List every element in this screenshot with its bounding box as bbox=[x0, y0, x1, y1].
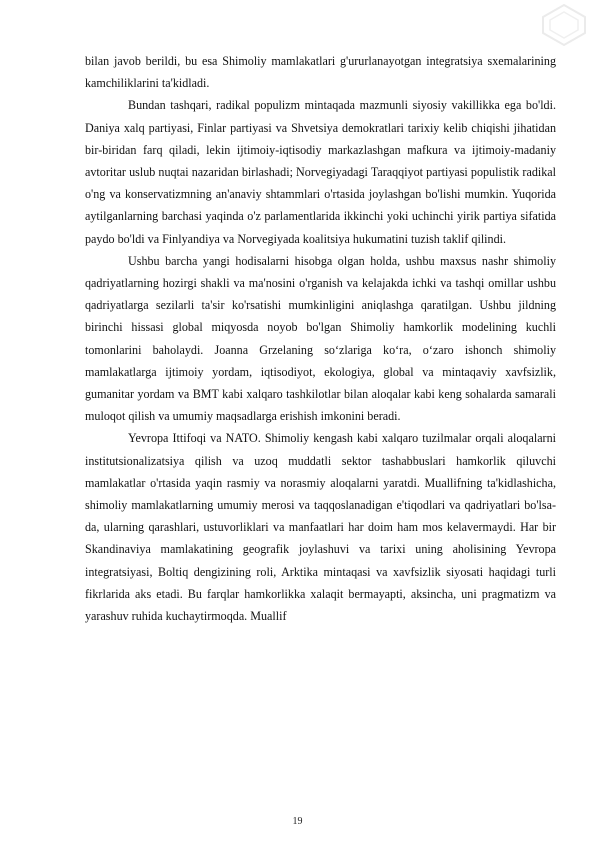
paragraph-2: Bundan tashqari, radikal populizm mintaqada mazmunli siyosiy vakillikka ega bo'ldi. Daniya xalq partiyasi, Finlar partiyasi va Shvetsiya demokratlari tarixiy kelib chiqishi jihatidan bir-biridan farq qiladi, lekin ijtimoiy-iqtisodiy markazlashgan mafkura va ijtimoiy-madaniy avtoritar uslub nuqtai nazaridan birlashadi; Norvegiyadagi Taraqqiyot partiyasi populistik radikal o'ng va konservatizmning an'anaviy shtammlari o'rtasida joylashgan bo'lishi mumkin. Yuqorida aytilganlarning barchasi yaqinda o'z parlamentlarida ikkinchi yoki uchinchi yirik partiya sifatida paydo bo'ldi va Finlyandiya va Norvegiyada koalitsiya hukumatini tuzish taklif qilindi. bbox=[85, 98, 556, 246]
paragraph-4: Yevropa Ittifoqi va NATO. Shimoliy kengash kabi xalqaro tuzilmalar orqali aloqalarni institutsionalizatsiya qilish va uzoq muddatli sektor tashabbuslari hamkorlik qiluvchi mamlakatlar o'rtasida yaqin rasmiy va norasmiy aloqalarni yaratdi. Muallifning ta'kidlashicha, shimoliy mamlakatlarning umumiy merosi va taqqoslanadigan e'tiqodlari va qadriyatlari bo'lsa-da, ularning qarashlari, ustuvorliklari va manfaatlari har doim ham mos kelavermaydi. Har bir Skandinaviya mamlakatining geografik joylashuvi va tarixi uning aholisining Yevropa integratsiyasi, Boltiq dengizining roli, Arktika mintaqasi va xavfsizlik siyosati haqidagi turli fikrlarida aks etadi. Bu farqlar hamkorlikka xalaqit bermayapti, aksincha, uni pragmatizm va yarashuv ruhida kuchaytirmoqda. Muallif bbox=[85, 431, 556, 624]
paragraph-1: bilan javob berildi, bu esa Shimoliy mamlakatlari g'ururlanayotgan integratsiya sxemalarining kamchiliklarini ta'kidladi. bbox=[85, 54, 556, 91]
paragraph-3: Ushbu barcha yangi hodisalarni hisobga olgan holda, ushbu maxsus nashr shimoliy qadriyatlarning hozirgi shakli va ma'nosini o'rganish va kelajakda ichki va tashqi omillar ushbu qadriyatlarga sezilarli ta'sir ko'rsatishi mumkinligini aniqlashga qaratilgan. Ushbu jildning birinchi hissasi global miqyosda noyob bo'lgan Shimoliy hamkorlik modelining kuchli tomonlarini baholaydi. Joanna Grzelaning so‘zlariga ko‘ra, o‘zaro ishonch shimoliy mamlakatlarga ijtimoiy yordam, iqtisodiyot, ekologiya, global va mintaqaviy xavfsizlik, gumanitar yordam va BMT kabi xalqaro tashkilotlar bilan aloqalar kabi keng sohalarda samarali muloqot qilish va umumiy maqsadlarga erishish imkonini beradi. bbox=[85, 253, 556, 424]
page-number: 19 bbox=[292, 816, 303, 827]
body-text bbox=[85, 50, 556, 627]
watermark-logo bbox=[539, 2, 589, 48]
